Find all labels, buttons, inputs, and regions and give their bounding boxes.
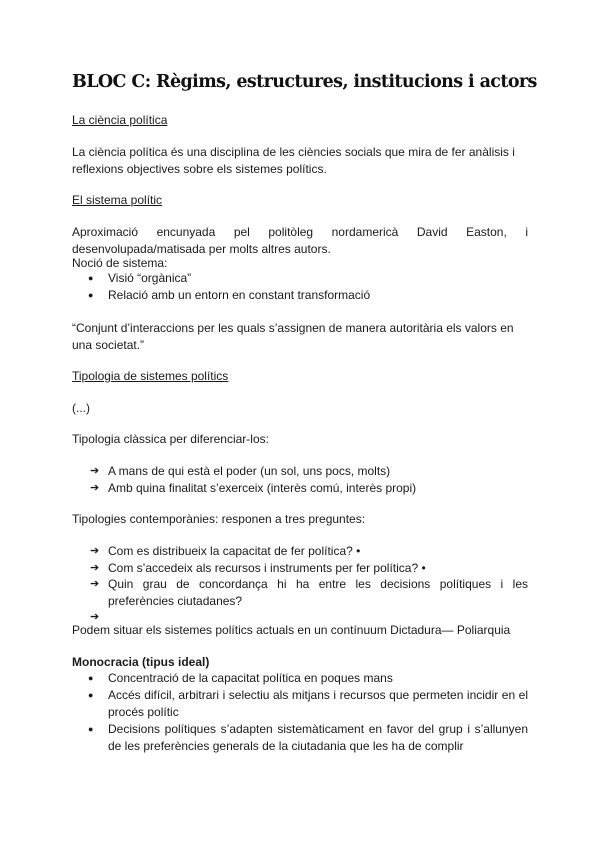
section-heading-tipologia: Tipologia de sistemes polítics bbox=[72, 369, 229, 383]
classic-typology-intro: Tipologia clàssica per diferenciar-los: bbox=[72, 432, 269, 446]
classic-typology-list bbox=[72, 463, 528, 496]
contemporary-typology-list bbox=[72, 543, 528, 626]
list-item: ● Visió “orgànica” bbox=[72, 270, 528, 287]
section-heading-monocracia: Monocracia (tipus ideal) bbox=[72, 655, 210, 669]
page-title: BLOC C: Règims, estructures, institucions i actors bbox=[72, 72, 537, 92]
contemporary-typology-intro: Tipologies contemporànies: responen a tres preguntes: bbox=[72, 512, 366, 526]
monocracia-bullet-list bbox=[72, 670, 528, 755]
quote-definition: “Conjunt d’interaccions per les quals s’assignen de manera autoritària els valors en una societat.” bbox=[72, 321, 514, 352]
continuum-text: Podem situar els sistemes polítics actuals en un contínuum Dictadura— Poliarquia bbox=[72, 623, 511, 637]
section-heading-ciencia-politica: La ciència política bbox=[72, 113, 168, 127]
list-item: ➔ Com s’accedeix als recursos i instruments per fer política? • bbox=[72, 560, 528, 577]
paragraph-easton: Aproximació encunyada pel politòleg nordamericà David Easton, i desenvolupada/matisada per molts altres autors. bbox=[72, 225, 528, 256]
list-item: ➔ Amb quina finalitat s’exerceix (interès comú, interès propi) bbox=[72, 480, 528, 497]
list-item: ➔ A mans de qui està el poder (un sol, uns pocs, molts) bbox=[72, 463, 528, 480]
list-item: ● Decisions polítiques s’adapten sistemàticament en favor del grup i s’allunyen de les preferències generals de la ciutadania que les ha de complir bbox=[72, 721, 528, 755]
list-item: ➔ Com es distribueix la capacitat de fer política? • bbox=[72, 543, 528, 560]
section-heading-sistema-politic: El sistema polític bbox=[72, 193, 163, 207]
system-bullet-list bbox=[72, 270, 528, 304]
list-item: ● Accés difícil, arbitrari i selectiu als mitjans i recursos que permeten incidir en el procés polític bbox=[72, 687, 528, 721]
paragraph-ciencia-politica: La ciència política és una disciplina de les ciències socials que mira de fer anàlisis i reflexions objectives sobre els sistemes polítics. bbox=[72, 145, 515, 176]
notion-label: Noció de sistema: bbox=[72, 256, 168, 270]
list-item: ● Relació amb un entorn en constant transformació bbox=[72, 287, 528, 304]
ellipsis-text: (...) bbox=[72, 401, 90, 415]
list-item: ● Concentració de la capacitat política en poques mans bbox=[72, 670, 528, 687]
list-item: ➔ Quin grau de concordança hi ha entre les decisions polítiques i les preferències ciutadanes? bbox=[72, 576, 528, 609]
